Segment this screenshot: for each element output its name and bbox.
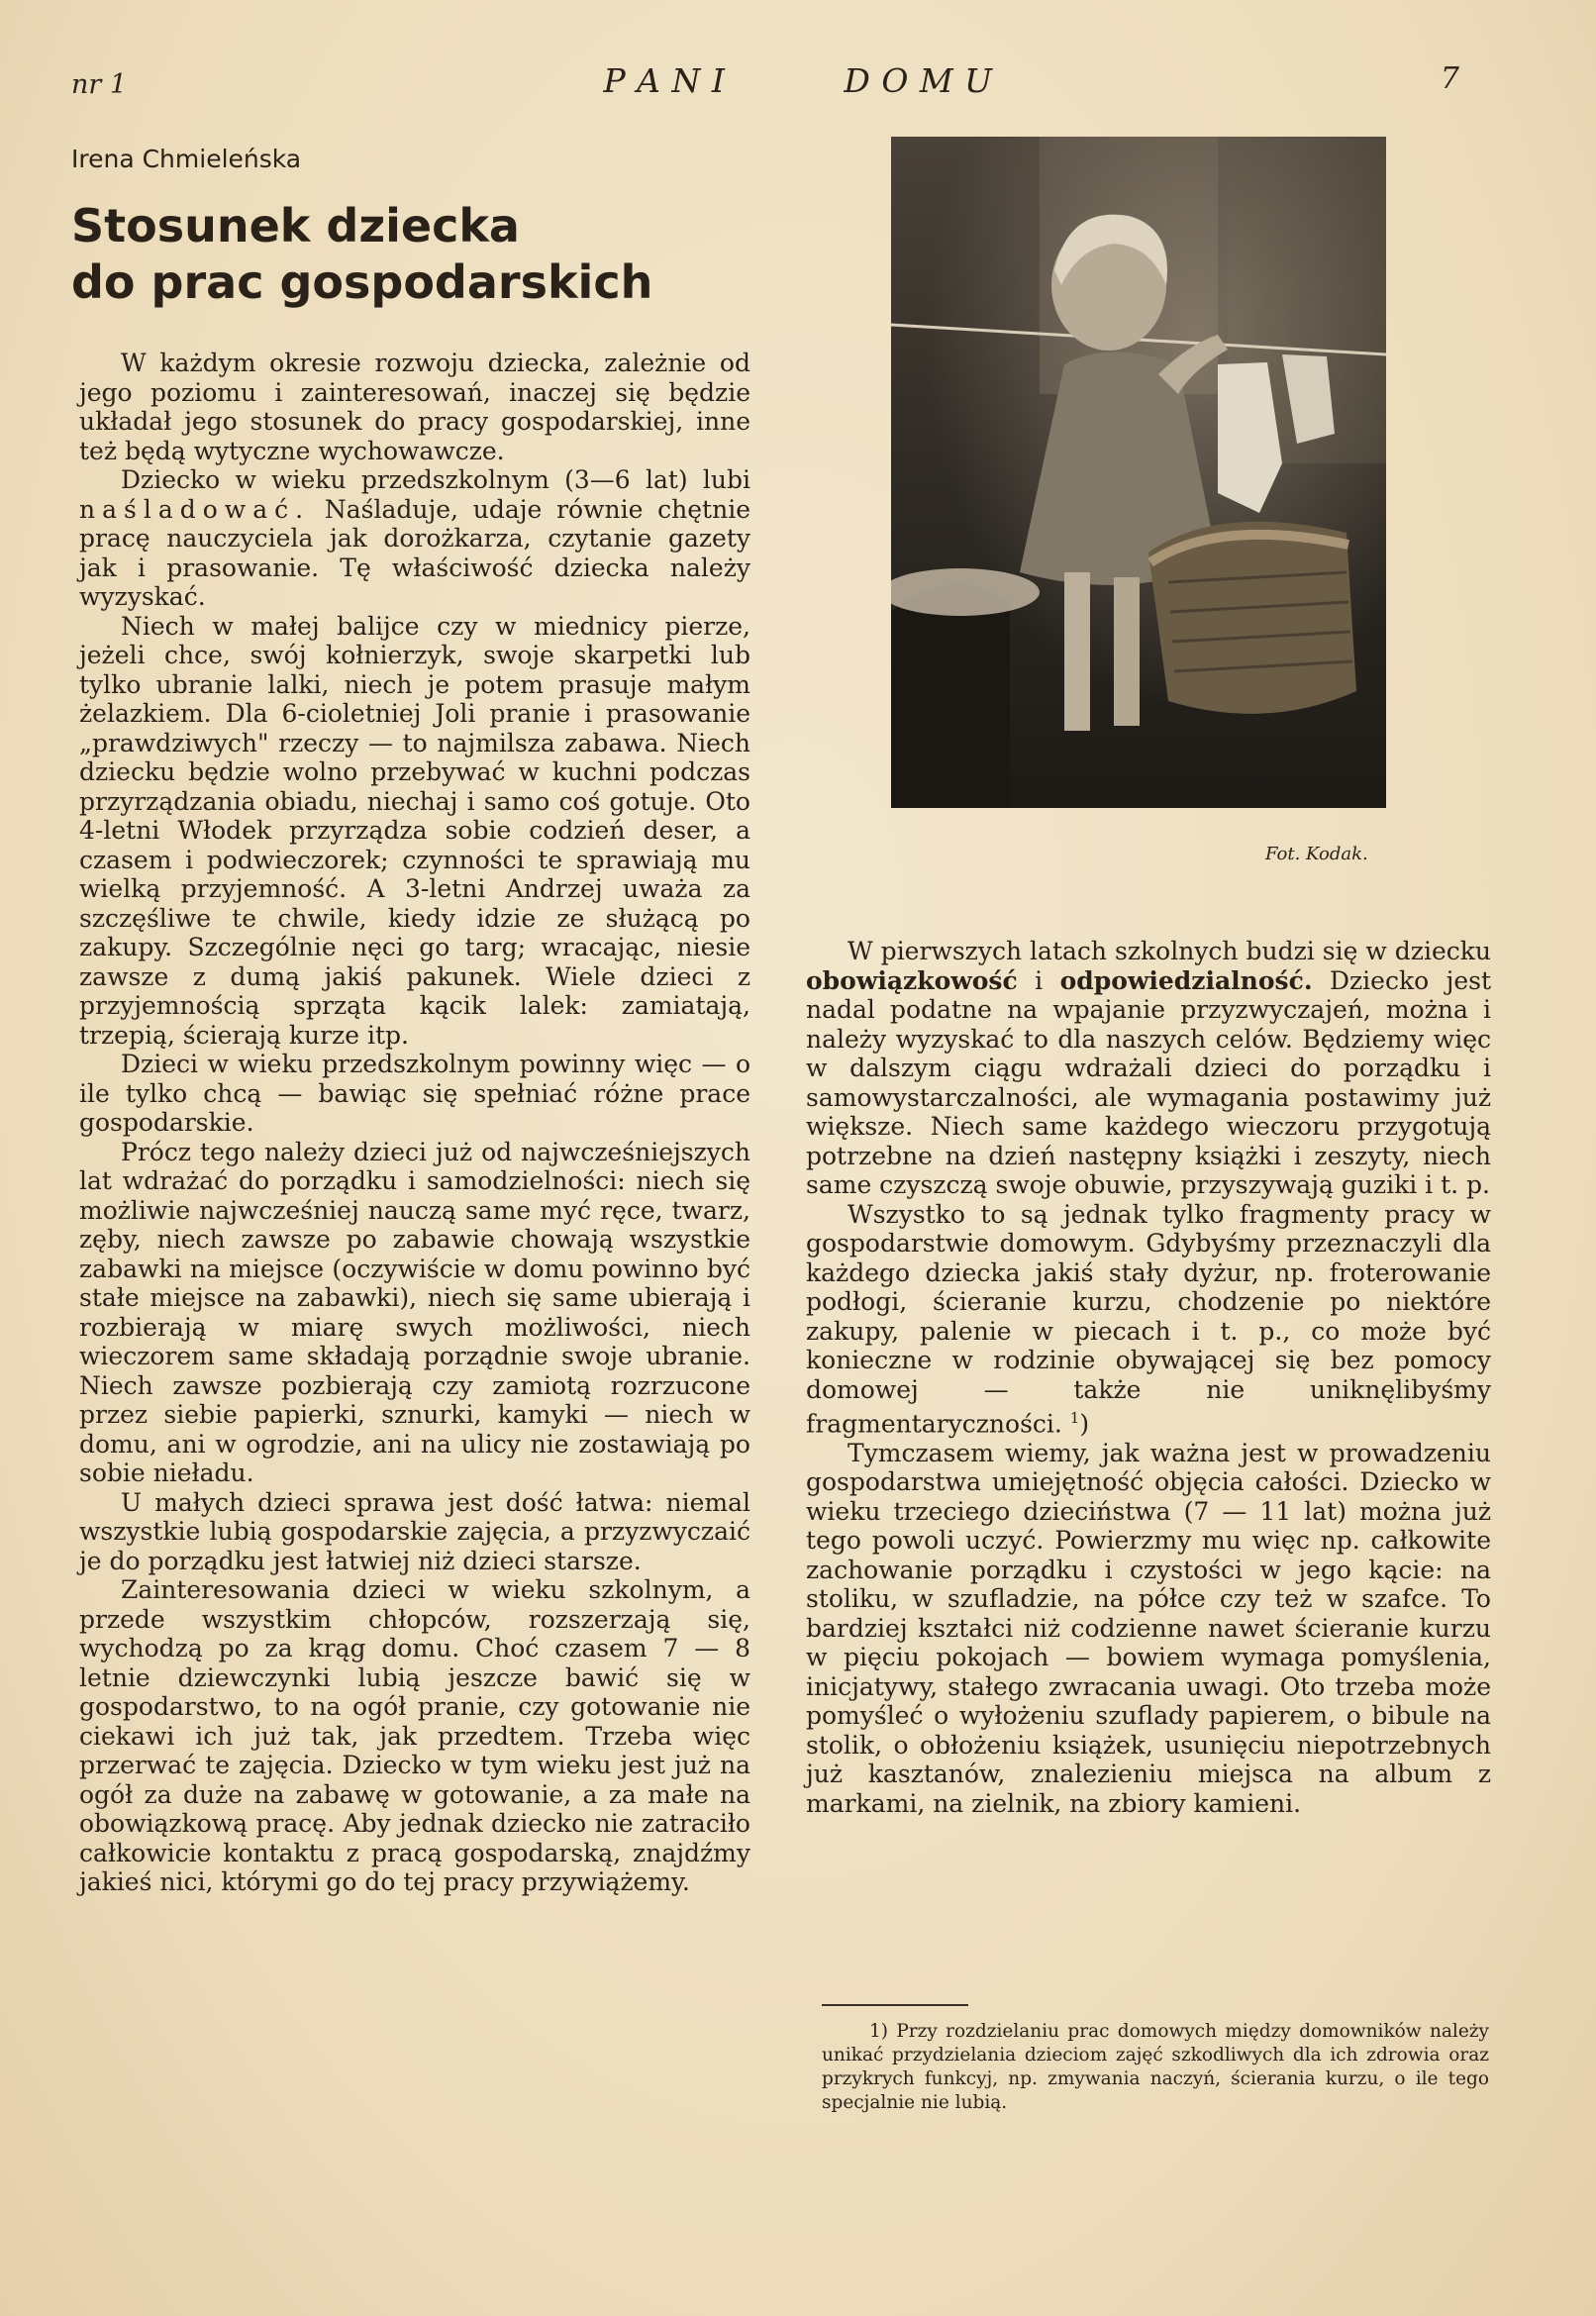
footnote-ref: 1 bbox=[1069, 1409, 1080, 1427]
right-column bbox=[806, 937, 1491, 1818]
paragraph-text: ) bbox=[1079, 1409, 1090, 1439]
photo-girl-hanging-laundry bbox=[891, 137, 1386, 808]
photo-caption: Fot. Kodak. bbox=[1265, 844, 1368, 864]
paragraph: Zainteresowania dzieci w wieku szkolnym, a przede wszystkim chłopców, rozszerzają się, wychodzą po za krąg domu. Choć czasem 7 — 8 letnie dziewczynki lubią jeszcze bawić się w gospodarstwo, to na ogół pranie, czy gotowanie nie ciekawi ich już tak, jak przedtem. Trzeba więc przerwać te zajęcia. Dziecko w tym wieku jest już na ogół za duże na zabawę w gotowanie, a za małe na obowiązkową pracę. Aby jednak dziecko nie zatraciło całkowicie kontaktu z pracą gospodarską, znajdźmy jakieś nici, którymi go do tej pracy przywiążemy. bbox=[79, 1575, 750, 1896]
page-header bbox=[0, 61, 1596, 111]
article-title bbox=[71, 198, 764, 311]
footnote-divider bbox=[822, 2004, 968, 2006]
footnote-text: Przy rozdzielaniu prac domowych między domowników należy unikać przydzielania dzieciom zajęć szkodliwych dla ich zdrowia oraz przykrych funkcyj, np. zmywania naczyń, ścierania kurzu, o ile tego specjalnie nie lubią. bbox=[822, 2021, 1489, 2113]
paragraph bbox=[79, 465, 750, 612]
paragraph-text: i bbox=[1017, 965, 1060, 995]
article-title-line1: Stosunek dziecka bbox=[71, 199, 520, 252]
paragraph bbox=[806, 1200, 1491, 1439]
paragraph-text: Naśladuje, udaje równie chętnie pracę nauczyciela jak dorożkarza, czytanie gazety jak i prasowanie. Tę właściwość dziecka należy wyzyskać. bbox=[79, 494, 750, 611]
paragraph-text: W pierwszych latach szkolnych budzi się w dziecku bbox=[848, 937, 1491, 965]
magazine-title bbox=[0, 61, 1596, 100]
footnote-marker: 1) bbox=[869, 2021, 888, 2042]
page-number: 7 bbox=[1440, 61, 1459, 96]
left-column bbox=[79, 349, 750, 1897]
footnote bbox=[822, 2020, 1489, 2115]
article-title-line2: do prac gospodarskich bbox=[71, 255, 653, 309]
paragraph: Prócz tego należy dzieci już od najwcześniejszych lat wdrażać do porządku i samodzielności: niech się możliwie najwcześniej nauczą same myć ręce, twarz, zęby, niech zawsze po zabawie chowają wszystkie zabawki na miejsce (oczywiście w domu powinno być stałe miejsce na zabawki), niech się same ubierają i rozbierają w miarę swych możliwości, niech wieczorem same składają porządnie swoje ubranie. Niech zawsze pozbierają czy zamiotą rozrzucone przez siebie papierki, sznurki, kamyki — niech w domu, ani w ogrodzie, ani na ulicy nie zostawiają po sobie nieładu. bbox=[79, 1137, 750, 1487]
paragraph-text: Dziecko w wieku przedszkolnym (3—6 lat) lubi bbox=[121, 465, 750, 494]
paragraph-text: Wszystko to są jednak tylko fragmenty pracy w gospodarstwie domowym. Gdybyśmy przeznaczyli dla każdego dziecka jakiś stały dyżur, np. froterowanie podłogi, ścieranie kurzu, chodzenie po niektóre zakupy, palenie w piecach i t. p., co może być konieczne w rodzinie obywającej się bez pomocy domowej — także nie uniknęlibyśmy fragmentaryczności. bbox=[806, 1199, 1491, 1439]
paragraph: Dzieci w wieku przedszkolnym powinny więc — o ile tylko chcą — bawiąc się spełniać różne prace gospodarskie. bbox=[79, 1050, 750, 1137]
bold-term: odpowiedzialność. bbox=[1059, 965, 1313, 995]
bold-term: obowiązkowość bbox=[806, 965, 1018, 995]
magazine-title-word2: D O M U bbox=[844, 61, 993, 100]
paragraph: U małych dzieci sprawa jest dość łatwa: niemal wszystkie lubią gospodarskie zajęcia, a przyzwyczaić je do porządku jest łatwiej niż dzieci starsze. bbox=[79, 1487, 750, 1575]
paragraph: W każdym okresie rozwoju dziecka, zależnie od jego poziomu i zainteresowań, inaczej się będzie układał jego stosunek do pracy gospodarskiej, inne też będą wytyczne wychowawcze. bbox=[79, 349, 750, 465]
article-photo bbox=[891, 137, 1386, 808]
issue-number: nr 1 bbox=[71, 69, 128, 100]
paragraph: Niech w małej balijce czy w miednicy pierze, jeżeli chce, swój kołnierzyk, swoje skarpetki lub tylko ubranie lalki, niech je potem prasuje małym żelazkiem. Dla 6-cioletniej Joli pranie i prasowanie „prawdziwych" rzeczy — to najmilsza zabawa. Niech dziecku będzie wolno przebywać w kuchni podczas przyrządzania obiadu, niechaj i samo coś gotuje. Oto 4-letni Włodek przyrządza sobie codzień deser, a czasem i podwieczorek; czynności te sprawiają mu wielką przyjemność. A 3-letni Andrzej uważa za szczęśliwe te chwile, kiedy idzie ze służącą po zakupy. Szczególnie nęci go targ; wracając, niesie zawsze z dumą jakiś pakunek. Wiele dzieci z przyjemnością sprząta kącik lalek: zamiatają, trzepią, ścierają kurze itp. bbox=[79, 611, 750, 1050]
paragraph: Tymczasem wiemy, jak ważna jest w prowadzeniu gospodarstwa umiejętność objęcia całości. Dziecko w wieku trzeciego dzieciństwa (7 — 11 lat) można już tego powoli uczyć. Powierzmy mu więc np. całkowite zachowanie porządku i czystości w jego kącie: na stoliku, w szufladzie, na półce czy też w szafce. To bardziej kształci niż codzienne nawet ścieranie kurzu w pięciu pokojach — bowiem wymaga pomyślenia, inicjatywy, stałego zwracania uwagi. Oto trzeba może pomyśleć o wyłożeniu szuflady papierem, o bibule na stolik, o obłożeniu książek, usunięciu niepotrzebnych już kasztanów, znalezieniu miejsca na album z markami, na zielnik, na zbiory kamieni. bbox=[806, 1438, 1491, 1818]
article-author: Irena Chmieleńska bbox=[71, 145, 302, 173]
magazine-title-word1: P A N I bbox=[603, 61, 726, 100]
paragraph-text: Dziecko jest nadal podatne na wpajanie przyzwyczajeń, można i należy wyzyskać to dla naszych celów. Będziemy więc w dalszym ciągu wdrażali dzieci do porządku i samowystarczalności, ale wymagania postawimy już większe. Niech same każdego wieczoru przygotują potrzebne na dzień następny książki i zeszyty, niech same czyszczą swoje obuwie, przyszywają guziki i t. p. bbox=[806, 965, 1491, 1199]
paragraph bbox=[806, 937, 1491, 1200]
footnote-paragraph bbox=[822, 2020, 1489, 2115]
emphasis-text: naśladować. bbox=[79, 494, 311, 524]
